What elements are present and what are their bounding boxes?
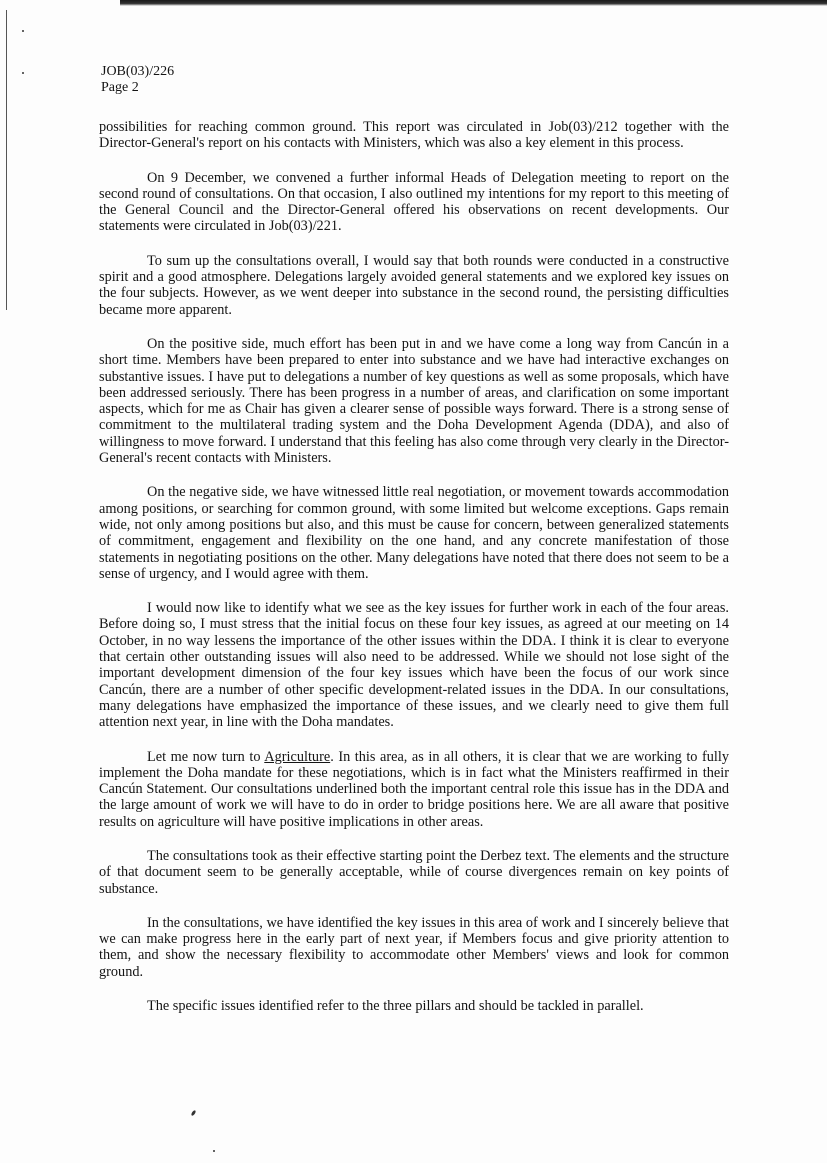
paragraph: In the consultations, we have identified the key issues in this area of work and I sincerely believe that we can make progress here in the early part of next year, if Members focus and give priority attention to them, and show the necessary flexibility to accommodate other Members' views and look for common ground. xyxy=(99,914,729,980)
paragraph: On the positive side, much effort has been put in and we have come a long way from Cancún in a short time. Members have been prepared to enter into substance and we have had interactive exchanges on substantive issues. I have put to delegations a number of key questions as well as some proposals, which have been addressed seriously. There has been progress in a number of areas, and clarification on some important aspects, which for me as Chair has given a clearer sense of possible ways forward. There is a strong sense of commitment to the multilateral trading system and the Doha Development Agenda (DDA), and also of willingness to move forward. I understand that this feeling has also come through very clearly in the Director-General's recent contacts with Ministers. xyxy=(99,335,729,467)
paragraph: possibilities for reaching common ground. This report was circulated in Job(03)/212 together with the Director-General's report on his contacts with Ministers, which was also a key element in this process. xyxy=(99,119,729,152)
document-body xyxy=(99,119,729,1032)
page-number: Page 2 xyxy=(101,80,139,95)
paragraph: On the negative side, we have witnessed little real negotiation, or movement towards accommodation among positions, or searching for common ground, with some limited but welcome exceptions. Gaps remain wide, not only among positions but also, and this must be cause for concern, between generalized statements of commitment, engagement and flexibility on the one hand, and any concrete manifestation of those statements in negotiating positions on the other. Many delegations have noted that there does not seem to be a sense of urgency, and I would agree with them. xyxy=(99,484,729,582)
scan-speck xyxy=(191,1110,197,1117)
scan-left-edge xyxy=(6,10,7,310)
paragraph-text: Let me now turn to xyxy=(147,748,265,765)
paragraph-agriculture xyxy=(99,749,729,830)
paragraph: I would now like to identify what we see as the key issues for further work in each of the four areas. Before doing so, I must stress that the initial focus on these four key issues, as agreed at our meeting on 14 October, in no way lessens the importance of the other issues within the DDA. I think it is clear to everyone that certain other outstanding issues will also need to be addressed. While we should not lose sight of the important development dimension of the four key issues which have been the focus of our work since Cancún, there are a number of other specific development-related issues in the DDA. In our consultations, many delegations have emphasized the importance of these issues, and we clearly need to give them full attention next year, in line with the Doha mandates. xyxy=(99,600,729,731)
paragraph-text: . In this area, as in all others, it is clear that we are working to fully implement the Doha mandate for these negotiations, which is in fact what the Ministers reaffirmed in their Cancún Statement. Our consultations underlined both the important central role this issue has in the DDA and the large amount of work we will have to do in order to bridge positions here. We are all aware that positive results on agriculture will have positive implications in other areas. xyxy=(99,748,729,830)
page-header xyxy=(101,64,174,96)
paragraph: To sum up the consultations overall, I would say that both rounds were conducted in a constructive spirit and a good atmosphere. Delegations largely avoided general statements and we explored key issues on the four subjects. However, as we went deeper into substance in the second round, the persisting difficulties became more apparent. xyxy=(99,252,729,318)
paragraph: On 9 December, we convened a further informal Heads of Delegation meeting to report on the second round of consultations. On that occasion, I also outlined my intentions for my report to this meeting of the General Council and the Director-General offered his observations on recent developments. Our statements were circulated in Job(03)/221. xyxy=(99,169,729,235)
scan-speck xyxy=(22,30,24,32)
paragraph: The specific issues identified refer to the three pillars and should be tackled in parallel. xyxy=(147,998,644,1015)
scan-speck xyxy=(213,1150,215,1152)
scan-top-edge xyxy=(120,0,827,6)
section-heading-agriculture: Agriculture xyxy=(264,748,331,765)
scan-speck xyxy=(22,72,24,74)
paragraph: The consultations took as their effective starting point the Derbez text. The elements and the structure of that document seem to be generally acceptable, while of course divergences remain on key points of substance. xyxy=(99,847,729,897)
document-reference: JOB(03)/226 xyxy=(101,64,175,79)
